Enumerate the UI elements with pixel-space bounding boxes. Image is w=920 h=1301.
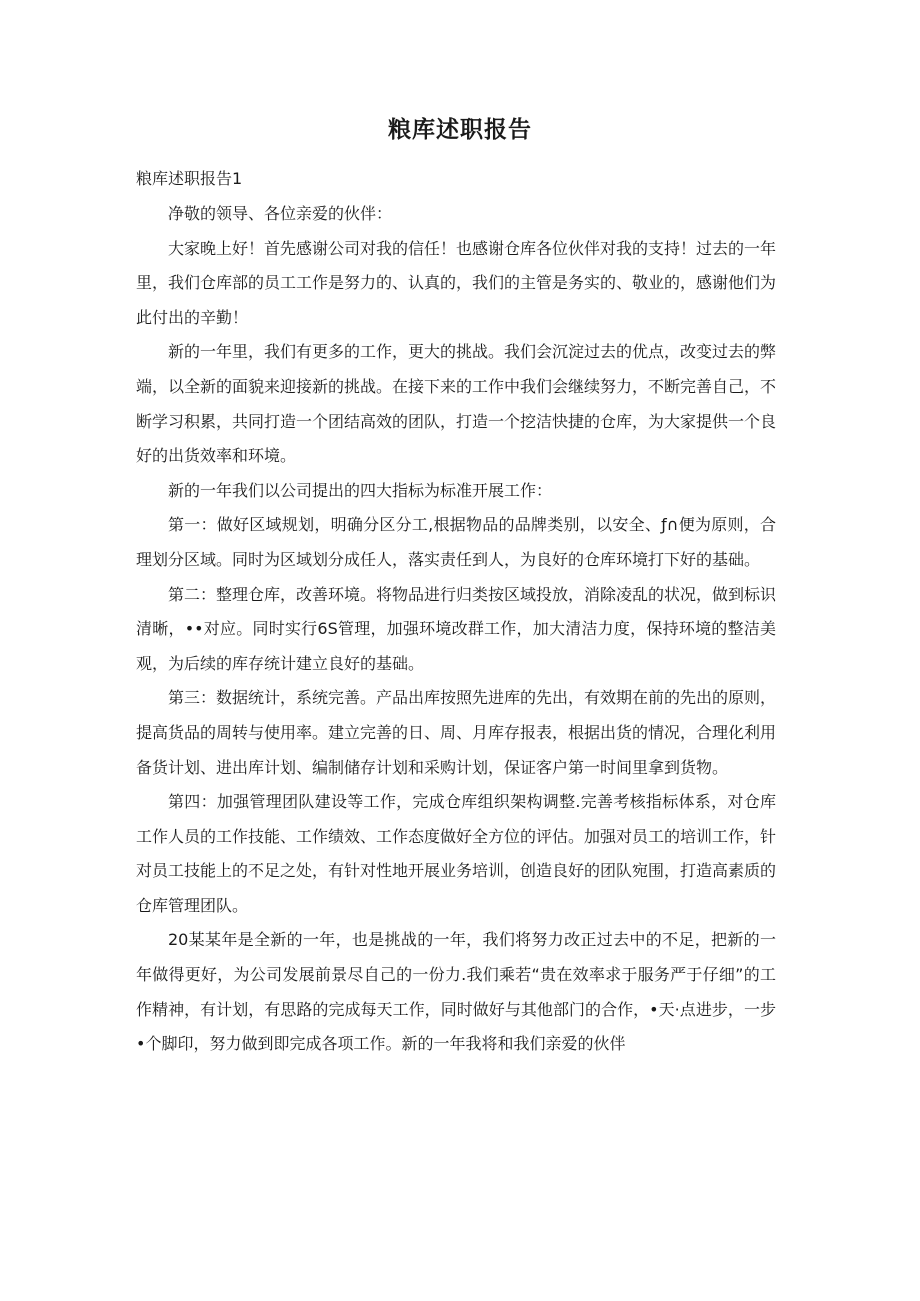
paragraph-first: 第一：做好区域规划，明确分区分工,根据物品的品牌类别，以安全、ƒ∩便为原则，合理划分区域。同时为区域划分成任人，落实责任到人，为良好的仓库环境打下好的基础。	[136, 515, 776, 569]
paragraph-four-indicators: 新的一年我们以公司提出的四大指标为标准开展工作：	[168, 480, 553, 500]
paragraph-salutation: 净敬的领导、各位亲爱的伙伴：	[168, 204, 393, 223]
document-body	[136, 197, 776, 1062]
paragraph-fourth: 第四：加强管理团队建设等工作，完成仓库组织架构调整.完善考核指标体系，对仓库工作人员的工作技能、工作绩效、工作态度做好全方位的评估。加强对员工的培训工作，针对员工技能上的不足之处，有针对性地开展业务培训，创造良好的团队宛围，打造高素质的仓库管理团队。	[136, 792, 777, 915]
document-title: 粮库述职报告	[388, 117, 532, 143]
paragraph-greeting: 大家晚上好！首先感谢公司对我的信任！也感谢仓库各位伙伴对我的支持！过去的一年里，我们仓库部的员工工作是努力的、认真的，我们的主管是务实的、敬业的，感谢他们为此付出的辛勤！	[136, 238, 777, 327]
paragraph-closing: 20某某年是全新的一年，也是挑战的一年，我们将努力改正过去中的不足，把新的一年做得更好，为公司发展前景尽自己的一份力.我们乘若“贵在效率求于服务严于仔细”的工作精神，有计划，有思路的完成每天工作，同时做好与其他部门的合作，•天·点进步，一步•个脚印，努力做到即完成各项工作。新的一年我将和我们亲爱的伙伴	[136, 930, 776, 1054]
paragraph-third: 第三：数据统计，系统完善。产品出库按照先进库的先出，有效期在前的先出的原则，提高货品的周转与使用率。建立完善的日、周、月库存报表，根据出货的情况，合理化利用备货计划、进出库计划、编制储存计划和采购计划，保证客户第一时间里拿到货物。	[136, 688, 777, 777]
paragraph-second: 第二：整理仓库，改善环境。将物品进行归类按区域投放，消除凌乱的状况，做到标识清晰，••对应。同时实行6S管理，加强环境改群工作，加大清洁力度，保持环境的整洁美观，为后续的库存统计建立良好的基础。	[136, 584, 777, 673]
document-subtitle: 粮库述职报告1	[136, 169, 243, 188]
paragraph-new-year: 新的一年里，我们有更多的工作，更大的挑战。我们会沉淀过去的优点，改变过去的弊端，以全新的面貌来迎接新的挑战。在接下来的工作中我们会继续努力，不断完善自己，不断学习积累，共同打造一个团结高效的团队，打造一个挖洁快捷的仓库，为大家提供一个良好的出货效率和环境。	[136, 342, 777, 466]
